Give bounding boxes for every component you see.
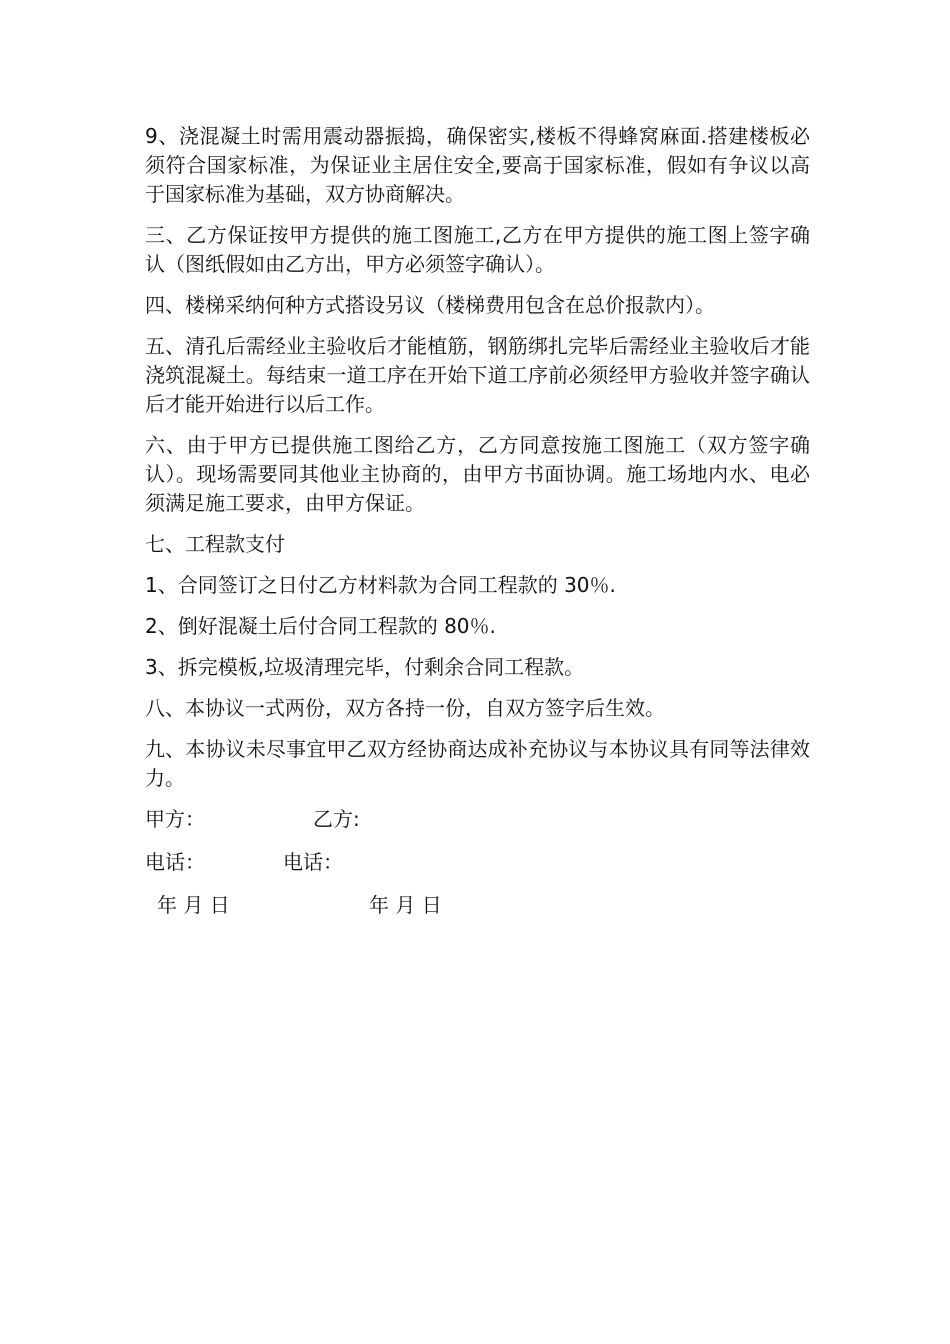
phone-a-label: 电话： — [145, 850, 205, 874]
clause-3-construction-drawings: 三、乙方保证按甲方提供的施工图施工,乙方在甲方提供的施工图上签字确认（图纸假如由乙方出，甲方必须签字确认）。 — [145, 223, 810, 276]
party-b-label: 乙方: — [313, 807, 360, 831]
payment-item-3: 3、拆完模板,垃圾清理完毕，付剩余合同工程款。 — [145, 655, 585, 679]
date-b: 年 月 日 — [369, 893, 442, 917]
date-row — [145, 891, 810, 920]
clause-7-payment-heading: 七、工程款支付 — [145, 532, 285, 556]
date-a: 年 月 日 — [157, 893, 230, 917]
party-signature-row — [145, 805, 810, 834]
clause-4-stairs: 四、楼梯采纳何种方式搭设另议（楼梯费用包含在总价报款内）。 — [145, 293, 715, 317]
clause-6-site-coordination: 六、由于甲方已提供施工图给乙方，乙方同意按施工图施工（双方签字确认）。现场需要同其他业主协商的，由甲方书面协调。施工场地内水、电必须满足施工要求，由甲方保证。 — [145, 433, 810, 515]
contract-page — [145, 122, 810, 934]
phone-b-label: 电话： — [283, 850, 343, 874]
payment-item-2: 2、倒好混凝土后付合同工程款的 80％. — [145, 614, 496, 638]
payment-item-1: 1、合同签订之日付乙方材料款为合同工程款的 30％. — [145, 573, 616, 597]
clause-8-copies: 八、本协议一式两份，双方各持一份，自双方签字后生效。 — [145, 696, 665, 720]
clause-9-supplementary: 九、本协议未尽事宜甲乙双方经协商达成补充协议与本协议具有同等法律效力。 — [145, 737, 810, 790]
clause-5-inspection: 五、清孔后需经业主验收后才能植筋，钢筋绑扎完毕后需经业主验收后才能浇筑混凝土。每结束一道工序在开始下道工序前必须经甲方验收并签字确认后才能开始进行以后工作。 — [145, 334, 810, 416]
party-a-label: 甲方： — [145, 807, 205, 831]
phone-row — [145, 848, 810, 877]
clause-9-concrete-vibration: 9、浇混凝土时需用震动器振捣，确保密实,楼板不得蜂窝麻面.搭建楼板必须符合国家标准，为保证业主居住安全,要高于国家标准，假如有争议以高于国家标准为基础，双方协商解决。 — [145, 124, 810, 206]
